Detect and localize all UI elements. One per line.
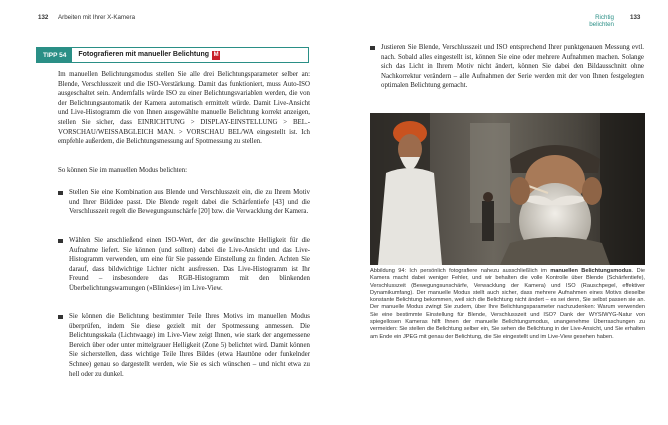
list-item: Justieren Sie Blende, Verschlusszeit und ISO entsprechend Ihrer punktgenauen Messung evtl. nach. Sobald alles eingestellt ist, können Sie eine oder mehrere Aufnahmen machen. Solange sich das Licht in Ihrem Motiv nicht ändert, können Sie dabei den Bildausschnitt ohne Nachkorrektur verändern – alle Aufnahmen der Serie werden mit der von Ihnen festgelegten optimalen Belichtung gemacht.	[370, 43, 644, 91]
tip-title-text: Fotografieren mit manueller Belichtung	[78, 50, 210, 58]
caption-lead: Abbildung 94: Ich persönlich fotografiere nahezu ausschließlich im	[370, 268, 547, 274]
caption-rest: . Die Kamera macht dabei weniger Fehler, und wir behalten die volle Kontrolle über Blende (Schärfentiefe), Verschlusszeit (Bewegungsunschärfe, Verwacklung der Kamera) und ISO (Rauschpegel, effektiver Dynamikumfang). Der manuelle Modus stellt auch sicher, dass mehrere Aufnahmen eines Motivs dieselbe konstante Belichtung bekommen, weil sich die Belichtung nicht ändert – es sei denn, Sie selbst passen sie an. Der manuelle Modus zwingt Sie zudem, über Ihre Belichtungsparameter nachzudenken: Warum verwenden Sie eine bestimmte Einstellung für Blende, Verschlusszeit und ISO? Dank der WYSIWYG-Natur von spiegellosen Kameras hilft Ihnen der manuelle Belichtungsmodus, unangenehme Überraschungen zu vermeiden: Sie stellen die Belichtung selber ein, Sie sehen die Belichtung in der Live-Ansicht, und Sie erhalten am Ende ein JPEG mit genau der Belichtung, die Sie eingestellt und im Live-View gesehen haben.	[370, 268, 645, 340]
intro-paragraph: Im manuellen Belichtungsmodus stellen Sie alle drei Belichtungsparameter selber an: Blende, Verschlusszeit und die ISO-Verstärkung. Damit das funktioniert, muss Auto-ISO ausgeschaltet sein. Andernfalls würde ISO zu einer Belichtungsvariablen werden, die von der Belichtungsautomatik der Kamera automatisch ermittelt würde. Damit Live-Ansicht und Live-Histogramm die von Ihnen ausgewählte manuelle Belichtung korrekt anzeigen, stellen Sie sicher, dass EINRICHTUNG > DISPLAY-EINSTELLUNG > BEL.-VORSCHAU/WEISSABGLEICH MAN. > VORSCHAU BEL/WA eingestellt ist. Ich empfehle außerdem, die Belichtungsmessung auf Spotmessung zu stellen.	[58, 71, 310, 146]
list-item: Wählen Sie anschließend einen ISO-Wert, der die gewünschte Helligkeit für die Aufnahme liefert. Sie können (und sollten) dabei die Live-Ansicht und das Live-Histogramm verwenden, um eine für Sie passende Einstellung zu finden. Achten Sie darauf, dass bildwichtige Lichter nicht ausfressen. Das Live-Histogramm ist Ihr Freund – insbesondere das RGB-Histogramm mit den blinkenden Überbelichtungswarnungen (»Blinkies«) im Live-View.	[58, 236, 310, 294]
right-page	[334, 0, 668, 425]
tip-title	[72, 51, 220, 60]
section-running-title: Richtig belichten	[589, 14, 614, 28]
street-portrait-photo	[370, 113, 645, 265]
steps-list-continued	[370, 43, 644, 91]
steps-intro: So können Sie im manuellen Modus belichten:	[58, 167, 187, 174]
list-item: Stellen Sie eine Kombination aus Blende und Verschlusszeit ein, die zu Ihrem Motiv und Ihrer Bildidee passt. Die Blende regelt dabei die Schärfentiefe [43] und die Verschlusszeit regelt die Bewegungsunschärfe [20] bzw. die Verwacklung der Kamera.	[58, 188, 310, 217]
caption-bold: manuellen Belichtungsmodus	[550, 268, 632, 274]
right-page-number: 133	[630, 14, 641, 21]
left-page-number: 132	[38, 14, 49, 21]
manual-mode-badge: M	[213, 51, 219, 58]
photo-caption	[370, 268, 645, 341]
photo-illustration	[370, 113, 645, 265]
list-item: Sie können die Belichtung bestimmter Teile Ihres Motivs im manuellen Modus überprüfen, indem Sie diese gezielt mit der Spotmessung anmessen. Die Belichtungsskala (Lichtwaage) im Live-View zeigt Ihnen, wie stark der angemessene Bereich über oder unter mittelgrauer Helligkeit (Zone 5) belichtet wird. Damit können Sie sicherstellen, dass wichtige Teile Ihres Bildes (etwa Hauttöne oder funkelnder Schnee) genau so dargestellt werden, wie Sie es sich wünschen – und nicht etwa zu hell oder zu dunkel.	[58, 312, 310, 379]
tip-label: TIPP 54	[37, 48, 72, 62]
chapter-title: Arbeiten mit Ihrer X-Kamera	[58, 14, 136, 21]
tip-header	[36, 47, 309, 63]
